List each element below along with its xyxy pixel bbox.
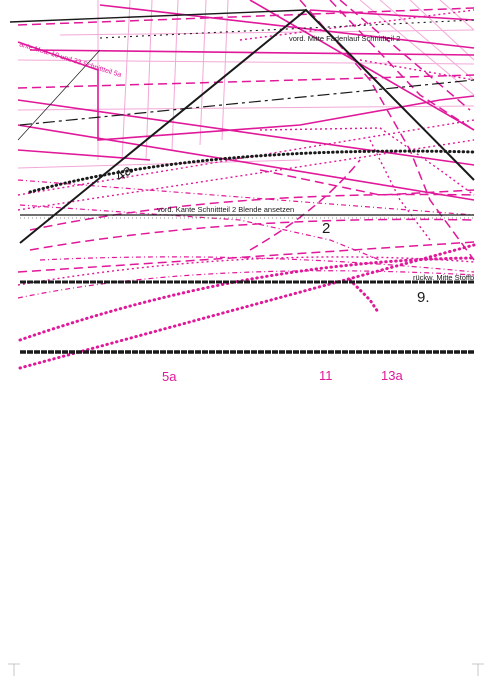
label-back-center: rückw. Mitte Stoffb <box>413 273 475 282</box>
piece-number-4a: 4a <box>111 161 136 186</box>
piece-number-2: 2 <box>322 220 331 237</box>
piece-number-5a: 5a <box>162 369 177 384</box>
piece-number-13a: 13a <box>381 368 403 383</box>
label-front-center-grain: vord. Mitte Fadenlauf Schnittteil 2 <box>289 34 401 43</box>
crop-marks <box>8 664 484 676</box>
magenta-beaded-lines <box>20 245 474 368</box>
piece-number-11: 11 <box>319 368 333 383</box>
label-edge-mod: ante Mod. 10 und 33 Schnittteil 5a <box>18 41 123 79</box>
construction-grid <box>18 0 474 168</box>
magenta-solid-lines <box>18 0 474 200</box>
piece-number-9: 9. <box>417 289 430 306</box>
label-front-edge-facing: vord. Kante Schnittteil 2 Blende ansetzen <box>157 205 295 214</box>
